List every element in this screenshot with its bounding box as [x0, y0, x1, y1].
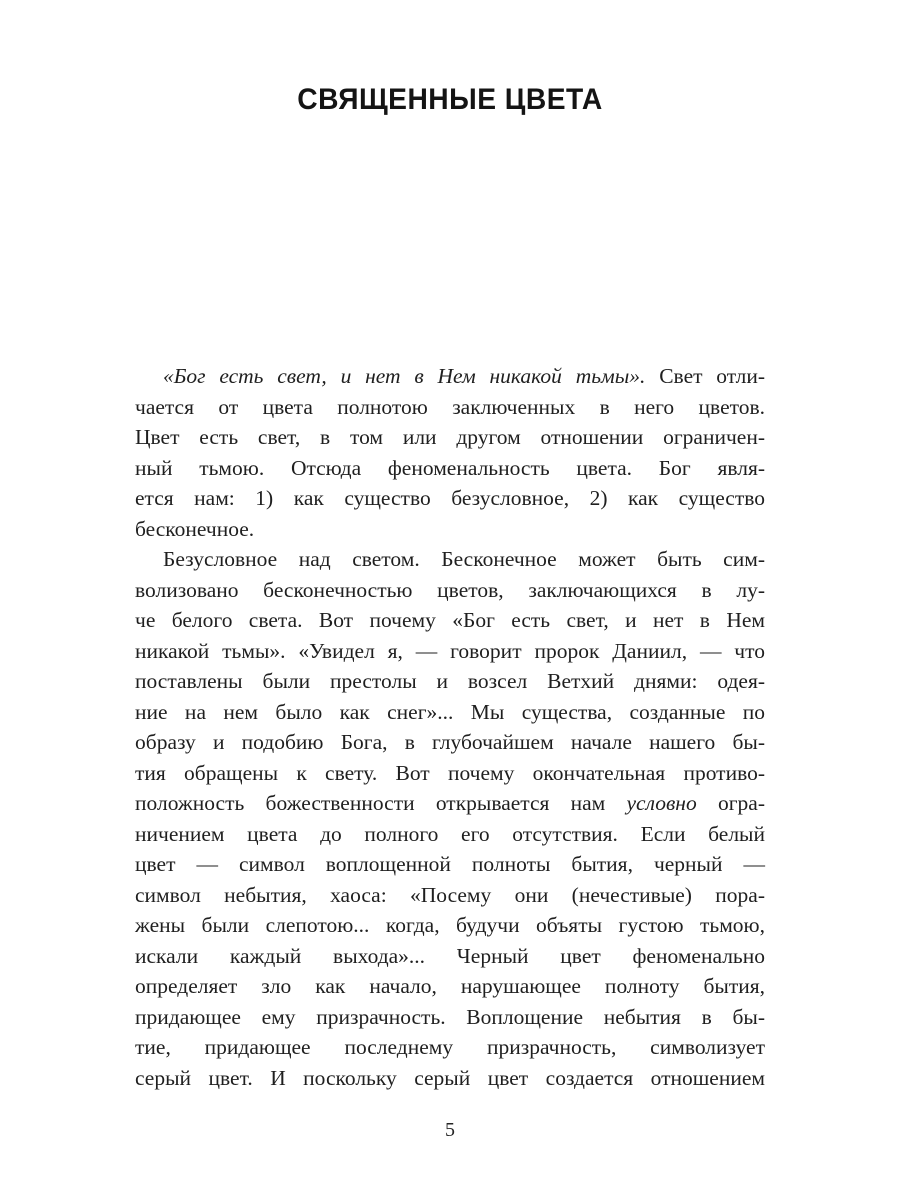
paragraph — [135, 361, 765, 544]
text-line — [135, 788, 765, 819]
text-line — [135, 758, 765, 789]
text-line — [135, 941, 765, 972]
text-segment: Цвет есть свет, в том или другом отношении ограничен- — [135, 425, 765, 449]
paragraph — [135, 544, 765, 1093]
text-line — [135, 1063, 765, 1094]
text-segment: чается от цвета полнотою заключенных в него цветов. — [135, 394, 765, 419]
text-line — [135, 575, 765, 606]
text-line — [135, 727, 765, 758]
text-segment: положность божественности открывается нам — [135, 791, 627, 815]
text-line — [135, 361, 765, 392]
text-line — [135, 453, 765, 484]
body-text — [135, 361, 765, 1093]
text-segment: ничением цвета до полного его отсутствия. Если белый — [135, 821, 765, 846]
text-line — [135, 514, 765, 545]
text-line — [135, 819, 765, 850]
page-number: 5 — [445, 1119, 455, 1141]
text-segment: символ небытия, хаоса: «Посему они (нечестивые) пора- — [135, 882, 765, 907]
text-segment: придающее ему призрачность. Воплощение небытия в бы- — [135, 1004, 765, 1029]
text-segment: цвет — символ воплощенной полноты бытия, черный — — [135, 852, 765, 876]
text-line — [135, 1002, 765, 1033]
italic-text-segment: «Бог есть свет, и нет в Нем никакой тьмы». — [163, 364, 646, 388]
text-segment: определяет зло как начало, нарушающее полноту бытия, — [135, 974, 765, 998]
text-segment: образу и подобию Бога, в глубочайшем начале нашего бы- — [135, 730, 765, 754]
text-segment: ние на нем было как снег»... Мы существа, созданные по — [135, 699, 765, 724]
text-segment: Свет отли- — [645, 364, 766, 388]
text-line — [135, 605, 765, 636]
text-line — [135, 544, 765, 575]
text-line — [135, 666, 765, 697]
text-line — [135, 849, 765, 880]
text-line — [135, 1032, 765, 1063]
text-segment: огра- — [696, 791, 765, 815]
italic-text-segment: условно — [626, 791, 697, 815]
text-segment: ный тьмою. Отсюда феноменальность цвета. Бог явля- — [135, 455, 765, 480]
text-segment: искали каждый выхода»... Черный цвет феноменально — [135, 943, 765, 968]
text-segment: тие, придающее последнему призрачность, символизует — [135, 1035, 765, 1059]
text-line — [135, 697, 765, 728]
text-segment: Безусловное над светом. Бесконечное может быть сим- — [163, 547, 765, 571]
text-segment: тия обращены к свету. Вот почему окончательная противо- — [135, 760, 765, 785]
text-line — [135, 636, 765, 667]
text-segment: жены были слепотою... когда, будучи объяты густою тьмою, — [135, 913, 765, 937]
text-segment: серый цвет. И поскольку серый цвет создается отношением — [135, 1065, 765, 1090]
text-segment: бесконечное. — [135, 516, 255, 541]
text-line — [135, 971, 765, 1002]
text-line — [135, 392, 765, 423]
text-line — [135, 880, 765, 911]
text-line — [135, 483, 765, 514]
chapter-title: СВЯЩЕННЫЕ ЦВЕТА — [297, 83, 603, 116]
text-line — [135, 910, 765, 941]
text-segment: поставлены были престолы и возсел Ветхий днями: одея- — [135, 669, 765, 693]
text-line — [135, 422, 765, 453]
text-segment: никакой тьмы». «Увидел я, — говорит пророк Даниил, — что — [135, 638, 765, 663]
text-segment: ется нам: 1) как существо безусловное, 2) как существо — [135, 486, 765, 510]
text-segment: волизовано бесконечностью цветов, заключающихся в лу- — [135, 577, 765, 602]
text-segment: че белого света. Вот почему «Бог есть свет, и нет в Нем — [135, 608, 765, 632]
